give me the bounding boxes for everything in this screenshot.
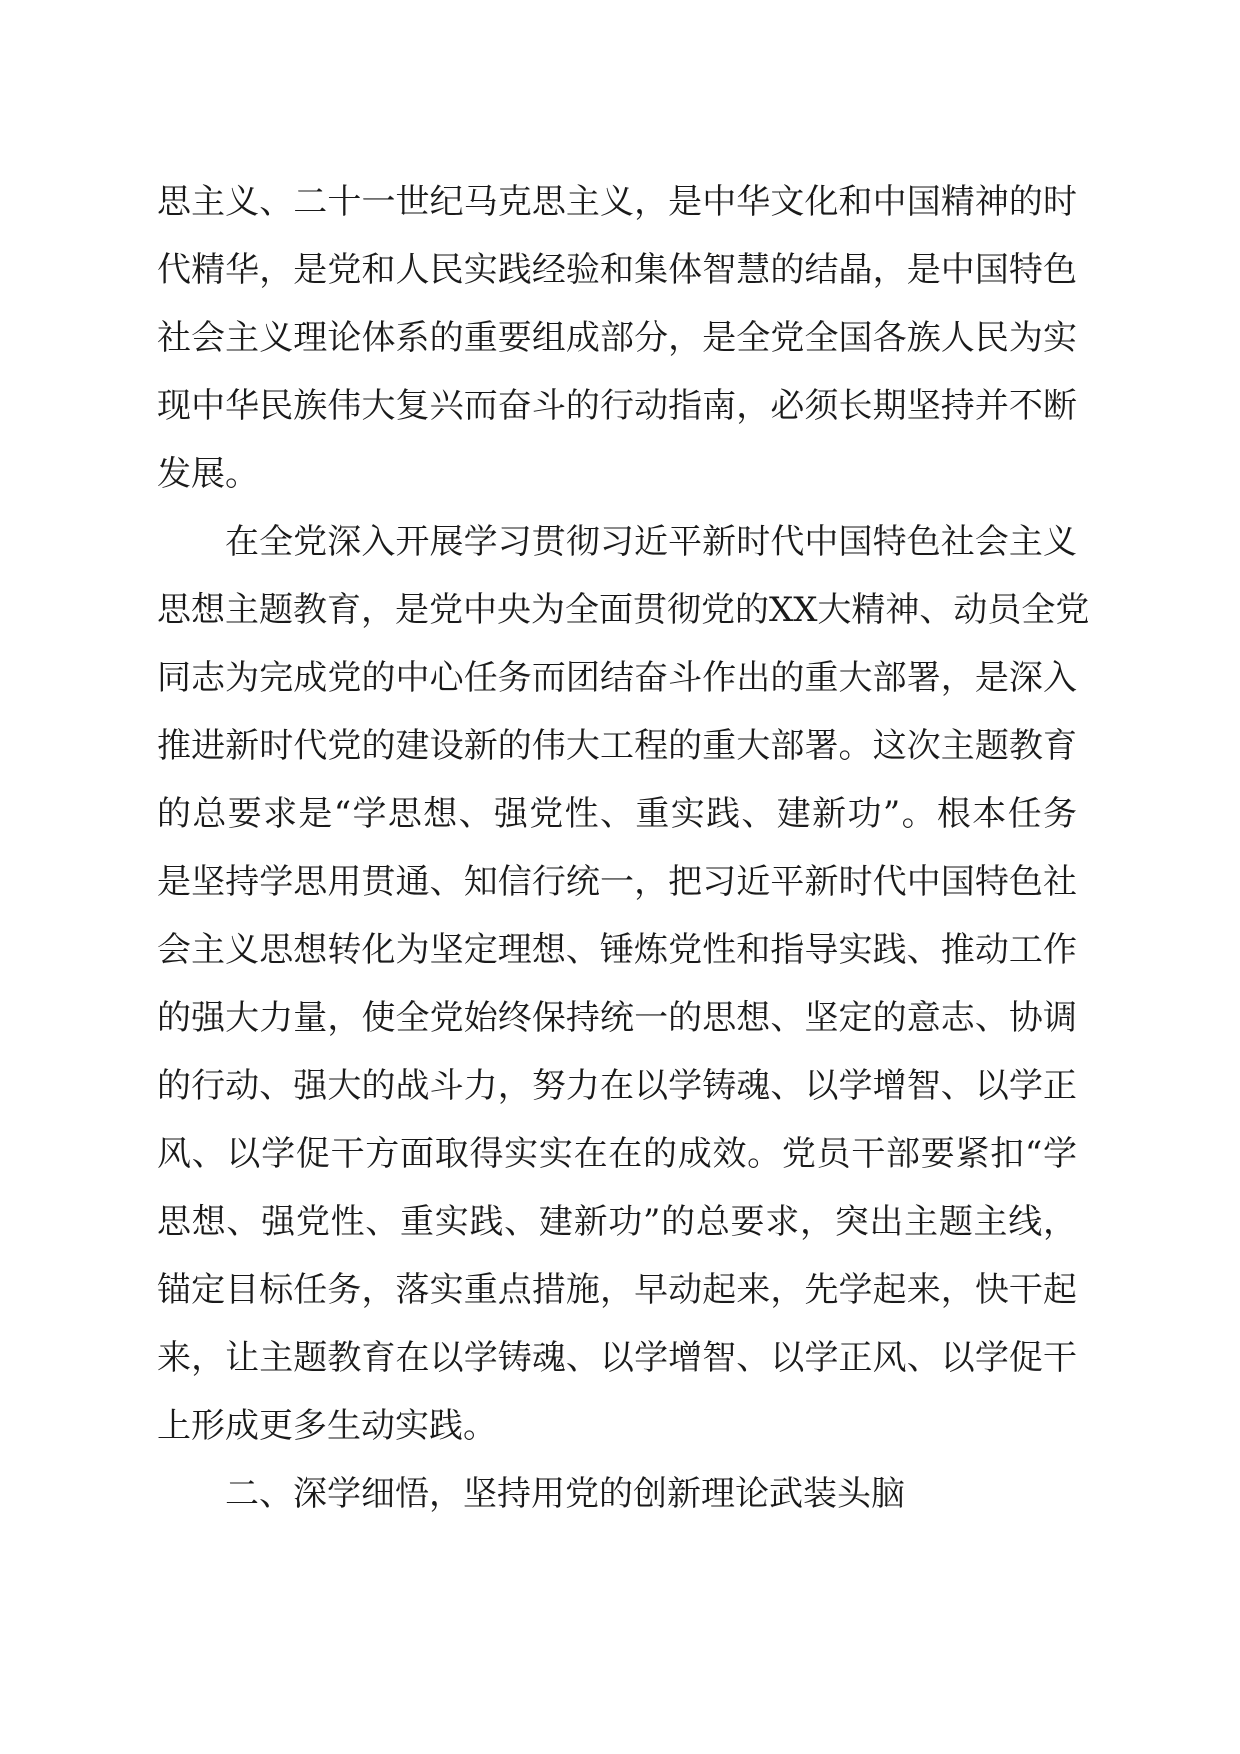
text-line: 在全党深入开展学习贯彻习近平新时代中国特色社会主义	[225, 522, 1077, 562]
text-line: 现中华民族伟大复兴而奋斗的行动指南，必须长期坚持并不断	[157, 386, 1077, 426]
text-line: 的强大力量，使全党始终保持统一的思想、坚定的意志、协调	[157, 998, 1077, 1038]
text-line: 同志为完成党的中心任务而团结奋斗作出的重大部署，是深入	[157, 658, 1077, 698]
text-line: 是坚持学思用贯通、知信行统一，把习近平新时代中国特色社	[157, 862, 1077, 902]
document-body	[157, 168, 1090, 1528]
text-line: 思想、强党性、重实践、建新功”的总要求，突出主题主线，	[157, 1202, 1077, 1242]
text-line: 的总要求是“学思想、强党性、重实践、建新功”。根本任务	[157, 794, 1077, 834]
text-line: 锚定目标任务，落实重点措施，早动起来，先学起来，快干起	[157, 1270, 1077, 1310]
text-line: 会主义思想转化为坚定理想、锤炼党性和指导实践、推动工作	[157, 930, 1077, 970]
text-line: 来，让主题教育在以学铸魂、以学增智、以学正风、以学促干	[157, 1338, 1077, 1378]
text-line: 的行动、强大的战斗力，努力在以学铸魂、以学增智、以学正	[157, 1066, 1077, 1106]
text-line: 思主义、二十一世纪马克思主义，是中华文化和中国精神的时	[157, 182, 1077, 222]
text-line: 发展。	[157, 454, 259, 494]
text-line: 思想主题教育，是党中央为全面贯彻党的XX大精神、动员全党	[157, 590, 1090, 630]
text-line: 社会主义理论体系的重要组成部分，是全党全国各族人民为实	[157, 318, 1077, 358]
text-line: 上形成更多生动实践。	[157, 1406, 497, 1446]
text-line: 风、以学促干方面取得实实在在的成效。党员干部要紧扣“学	[157, 1134, 1077, 1174]
text-line: 代精华，是党和人民实践经验和集体智慧的结晶，是中国特色	[157, 250, 1077, 290]
section-heading: 二、深学细悟，坚持用党的创新理论武装头脑	[225, 1474, 905, 1514]
text-line: 推进新时代党的建设新的伟大工程的重大部署。这次主题教育	[157, 726, 1077, 766]
